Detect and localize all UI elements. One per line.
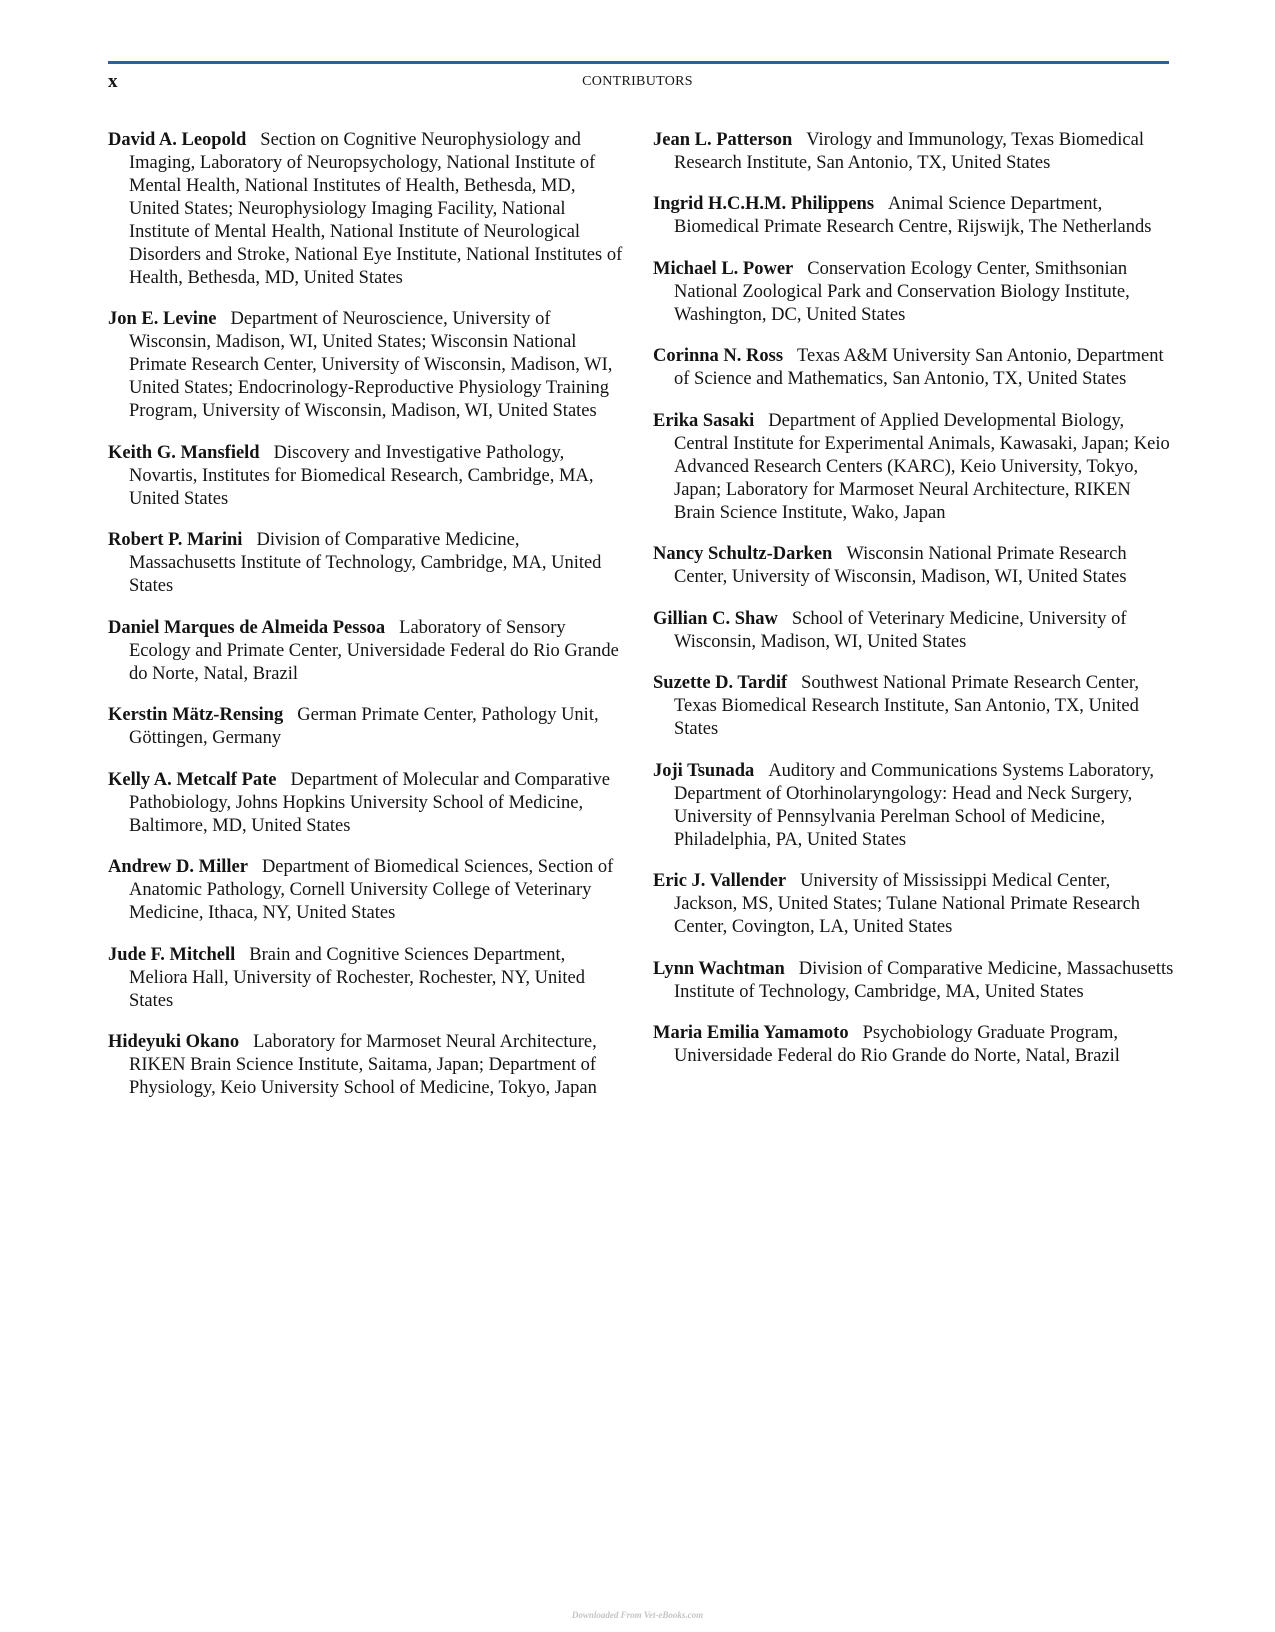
contributor-name: Jon E. Levine [108, 309, 217, 329]
contributor-affiliation: Discovery and Investigative Pathology, Novartis, Institutes for Biomedical Research, Cambridge, MA, United States [129, 442, 594, 509]
contributor-affiliation: Department of Molecular and Comparative Pathobiology, Johns Hopkins University School of Medicine, Baltimore, MD, United States [129, 769, 611, 836]
contributor-entry [108, 129, 628, 290]
contributor-affiliation: University of Mississippi Medical Center, Jackson, MS, United States; Tulane National Primate Research Center, Covington, LA, United States [674, 871, 1141, 937]
contributor-name: Hideyuki Okano [108, 1032, 240, 1052]
page-number: x [108, 71, 118, 92]
contributor-affiliation: Conservation Ecology Center, Smithsonian National Zoological Park and Conservation Biology Institute, Washington, DC, United States [674, 258, 1130, 325]
contributor-name: Nancy Schultz-Darken [653, 544, 833, 564]
contributor-entry [108, 308, 628, 423]
contributor-name: Corinna N. Ross [653, 346, 784, 366]
contributor-name: Kelly A. Metcalf Pate [108, 769, 277, 790]
contributor-affiliation: German Primate Center, Pathology Unit, Göttingen, Germany [129, 705, 599, 748]
contributor-entry [108, 704, 628, 750]
contributor-affiliation: Department of Applied Developmental Biology, Central Institute for Experimental Animals, Kawasaki, Japan; Keio Advanced Research Centers (KARC), Keio University, Tokyo, Japan; Laboratory for Marmoset Neural Architecture, RIKEN Brain Science Institute, Wako, Japan [674, 410, 1170, 523]
contributor-affiliation: Animal Science Department, Biomedical Primate Research Centre, Rijswijk, The Netherlands [674, 194, 1152, 237]
contributor-name: Ingrid H.C.H.M. Philippens [653, 194, 875, 214]
contributor-entry [653, 870, 1175, 939]
contributor-name: Robert P. Marini [108, 530, 243, 550]
contributor-entry [653, 543, 1175, 589]
contributor-name: Daniel Marques de Almeida Pessoa [108, 617, 386, 638]
footer-watermark: Downloaded From Vet-eBooks.com [571, 1610, 704, 1620]
contributor-name: Suzette D. Tardif [653, 673, 788, 693]
contributor-name: Lynn Wachtman [653, 958, 785, 979]
contributor-affiliation: Auditory and Communications Systems Laboratory, Department of Otorhinolaryngology: Head and Neck Surgery, University of Pennsylvania Perelman School of Medicine, Philadelphia, PA, United States [674, 760, 1155, 850]
contributor-entry [653, 193, 1175, 239]
contributor-name: David A. Leopold [108, 129, 247, 150]
contributor-entry [653, 608, 1175, 654]
contributor-entry [108, 856, 628, 925]
contributor-entry [653, 345, 1175, 391]
contributor-entry [108, 442, 628, 511]
contributor-entry [653, 672, 1175, 741]
contributor-entry [653, 410, 1175, 525]
contributor-name: Jean L. Patterson [653, 129, 793, 150]
contributor-entry [653, 958, 1175, 1004]
contributor-entry [108, 529, 628, 598]
contributor-name: Joji Tsunada [653, 760, 755, 781]
contributor-name: Michael L. Power [653, 258, 794, 279]
contributor-name: Maria Emilia Yamamoto [653, 1023, 849, 1043]
contributor-entry [108, 944, 628, 1013]
contributor-name: Eric J. Vallender [653, 871, 787, 891]
contributor-entry [653, 760, 1175, 852]
running-head: CONTRIBUTORS [582, 74, 693, 89]
contributor-affiliation: Virology and Immunology, Texas Biomedical Research Institute, San Antonio, TX, United States [674, 129, 1144, 173]
contributor-name: Kerstin Mätz-Rensing [108, 705, 284, 725]
contributor-entry [108, 769, 628, 838]
contributor-name: Keith G. Mansfield [108, 442, 260, 463]
contributor-affiliation: Wisconsin National Primate Research Center, University of Wisconsin, Madison, WI, United States [674, 544, 1127, 587]
contributor-affiliation: School of Veterinary Medicine, University of Wisconsin, Madison, WI, United States [674, 608, 1127, 652]
contributor-name: Gillian C. Shaw [653, 608, 778, 629]
contributor-affiliation: Laboratory of Sensory Ecology and Primate Center, Universidade Federal do Rio Grande do Norte, Natal, Brazil [129, 617, 619, 684]
contributor-affiliation: Section on Cognitive Neurophysiology and Imaging, Laboratory of Neuropsychology, National Institute of Mental Health, National Institutes of Health, Bethesda, MD, United States; Neurophysiology Imaging Facility, National Institute of Mental Health, National Institute of Neurological Disorders and Stroke, National Eye Institute, National Institutes of Health, Bethesda, MD, United States [129, 129, 623, 288]
contributor-affiliation: Division of Comparative Medicine, Massachusetts Institute of Technology, Cambridge, MA, United States [674, 958, 1174, 1002]
header-rule [108, 61, 1169, 64]
contributor-affiliation: Department of Biomedical Sciences, Section of Anatomic Pathology, Cornell University College of Veterinary Medicine, Ithaca, NY, United States [129, 857, 614, 923]
contributor-entry [653, 129, 1175, 175]
contributor-affiliation: Division of Comparative Medicine, Massachusetts Institute of Technology, Cambridge, MA, United States [129, 530, 602, 596]
contributor-affiliation: Psychobiology Graduate Program, Universidade Federal do Rio Grande do Norte, Natal, Brazil [674, 1023, 1120, 1066]
contributor-affiliation: Southwest National Primate Research Center, Texas Biomedical Research Institute, San Antonio, TX, United States [674, 673, 1139, 739]
contributor-affiliation: Laboratory for Marmoset Neural Architecture, RIKEN Brain Science Institute, Saitama, Japan; Department of Physiology, Keio University School of Medicine, Tokyo, Japan [129, 1032, 597, 1098]
contributor-entry [653, 258, 1175, 327]
contributor-entry [653, 1022, 1175, 1068]
right-column [653, 110, 1175, 1074]
contributor-entry [108, 617, 628, 686]
contributor-affiliation: Brain and Cognitive Sciences Department, Meliora Hall, University of Rochester, Rochester, NY, United States [129, 944, 585, 1011]
contributor-name: Andrew D. Miller [108, 857, 248, 877]
contributor-name: Erika Sasaki [653, 410, 755, 431]
contributor-entry [108, 1031, 628, 1100]
contributor-affiliation: Department of Neuroscience, University of Wisconsin, Madison, WI, United States; Wisconsin National Primate Research Center, University of Wisconsin, Madison, WI, United States; Endocrinology-Reproductive Physiology Training Program, University of Wisconsin, Madison, WI, United States [129, 309, 613, 421]
contributor-name: Jude F. Mitchell [108, 944, 236, 965]
left-column [108, 110, 628, 1106]
contributor-affiliation: Texas A&M University San Antonio, Department of Science and Mathematics, San Antonio, TX, United States [674, 346, 1164, 389]
